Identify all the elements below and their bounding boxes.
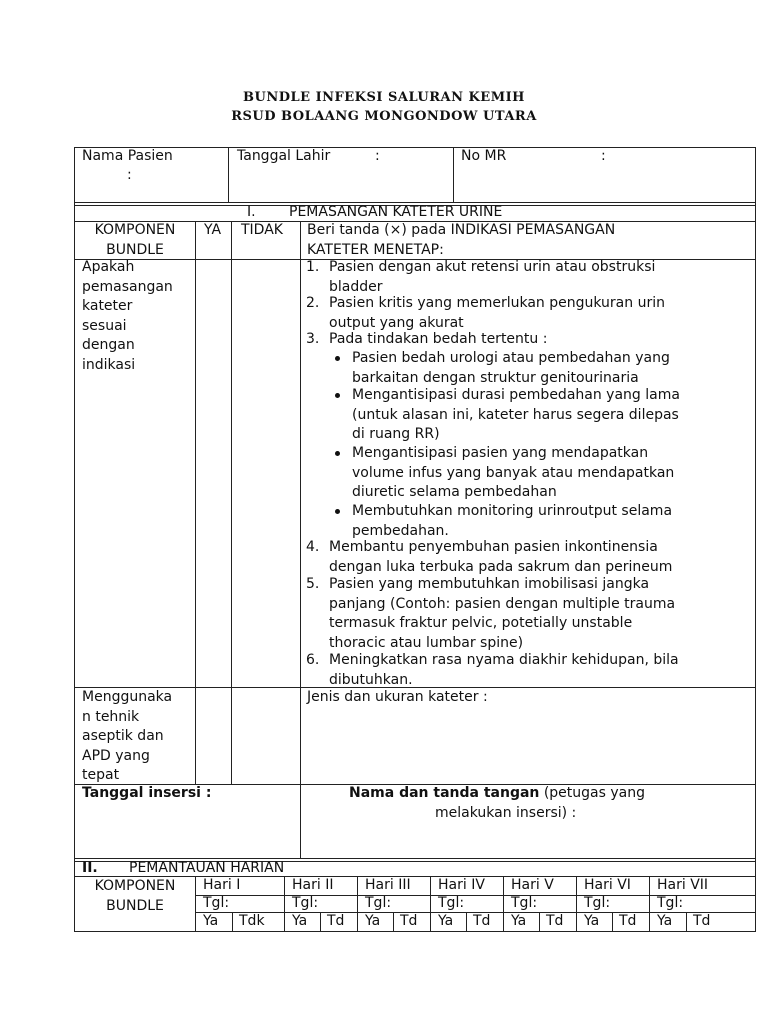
section-1-title: PEMASANGAN KATETER URINE <box>289 204 503 220</box>
row-indication-label: Apakah pemasangan kateter sesuai dengan indikasi <box>82 259 173 373</box>
day-4-header: Hari IV <box>438 877 485 893</box>
surgical-indication-item: Membutuhkan monitoring urinroutput selama pembedahan. <box>352 503 673 539</box>
day-1-no-cell[interactable]: Tdk <box>239 913 265 929</box>
day-5-date-field[interactable]: Tgl: <box>511 895 538 911</box>
day-2-header: Hari II <box>292 877 334 893</box>
birth-date-field[interactable]: : <box>375 148 380 164</box>
surgical-indication-item: Pasien bedah urologi atau pembedahan yang barkaitan dengan struktur genitourinaria <box>352 350 670 386</box>
row-indication-yes-cell[interactable] <box>196 260 231 687</box>
day-5-yes-cell[interactable]: Ya <box>511 913 527 929</box>
day-6-date-field[interactable]: Tgl: <box>584 895 611 911</box>
day-3-date-field[interactable]: Tgl: <box>365 895 392 911</box>
day-7-header: Hari VII <box>657 877 709 893</box>
section-1-number: I. <box>247 204 256 220</box>
indication-instruction: Beri tanda (×) pada INDIKASI PEMASANGAN KATETER MENETAP: <box>307 222 616 258</box>
indication-number: 3. <box>306 331 320 347</box>
day-2-no-cell[interactable]: Td <box>327 913 345 929</box>
signature-label-cont: melakukan insersi) : <box>435 805 577 821</box>
day-5-header: Hari V <box>511 877 554 893</box>
bullet-icon <box>335 451 340 456</box>
patient-name-label: Nama Pasien <box>82 148 173 164</box>
bullet-icon <box>335 509 340 514</box>
mr-number-label: No MR <box>461 148 507 164</box>
indication-item: Pasien yang membutuhkan imobilisasi jangka panjang (Contoh: pasien dengan multiple trauma termasuk fraktur pelvic, potetially unstable thoracic atau lumbar spine) <box>329 576 676 651</box>
indication-item: Pasien dengan akut retensi urin atau obstruksi bladder <box>329 259 656 295</box>
day-7-date-field[interactable]: Tgl: <box>657 895 684 911</box>
indication-number: 2. <box>306 295 320 311</box>
insertion-date-field[interactable] <box>75 805 300 858</box>
day-6-no-cell[interactable]: Td <box>619 913 637 929</box>
day-6-header: Hari VI <box>584 877 631 893</box>
day-7-yes-cell[interactable]: Ya <box>657 913 673 929</box>
indication-item: Pasien kritis yang memerlukan pengukuran urin output yang akurat <box>329 295 665 331</box>
indication-item: Pada tindakan bedah tertentu : <box>329 331 548 347</box>
indication-number: 4. <box>306 539 320 555</box>
row-aseptic-no-cell[interactable] <box>232 688 300 784</box>
day-4-yes-cell[interactable]: Ya <box>438 913 454 929</box>
no-header: TIDAK <box>241 222 283 238</box>
row-aseptic-yes-cell[interactable] <box>196 688 231 784</box>
signature-label: Nama dan tanda tangan (petugas yang <box>349 785 645 801</box>
indication-number: 1. <box>306 259 320 275</box>
day-4-no-cell[interactable]: Td <box>473 913 491 929</box>
section-2-number: II. <box>82 860 98 876</box>
day-6-yes-cell[interactable]: Ya <box>584 913 600 929</box>
bullet-icon <box>335 393 340 398</box>
birth-date-label: Tanggal Lahir <box>237 148 331 164</box>
surgical-indication-item: Mengantisipasi pasien yang mendapatkan volume infus yang banyak atau mendapatkan diuretic selama pembedahan <box>352 445 675 500</box>
day-2-date-field[interactable]: Tgl: <box>292 895 319 911</box>
row-aseptic-label: Menggunaka n tehnik aseptik dan APD yang tepat <box>82 689 173 783</box>
signature-field[interactable] <box>301 825 755 858</box>
day-7-no-cell[interactable]: Td <box>693 913 711 929</box>
section-2-title: PEMANTAUAN HARIAN <box>129 860 285 876</box>
day-1-header: Hari I <box>203 877 241 893</box>
insertion-date-label: Tanggal insersi : <box>82 785 212 801</box>
component-header: KOMPONEN BUNDLE <box>94 222 176 258</box>
indication-number: 6. <box>306 652 320 668</box>
day-2-yes-cell[interactable]: Ya <box>292 913 308 929</box>
mr-number-field[interactable]: : <box>601 148 606 164</box>
indication-number: 5. <box>306 576 320 592</box>
indication-item: Meningkatkan rasa nyama diakhir kehidupan, bila dibutuhkan. <box>329 652 679 688</box>
surgical-indication-item: Mengantisipasi durasi pembedahan yang lama (untuk alasan ini, kateter harus segera dilepas di ruang RR) <box>352 387 680 442</box>
day-3-yes-cell[interactable]: Ya <box>365 913 381 929</box>
document-title: BUNDLE INFEKSI SALURAN KEMIH <box>243 90 525 105</box>
day-5-no-cell[interactable]: Td <box>546 913 564 929</box>
bullet-icon <box>335 356 340 361</box>
day-1-date-field[interactable]: Tgl: <box>203 895 230 911</box>
day-1-yes-cell[interactable]: Ya <box>203 913 219 929</box>
hospital-name: RSUD BOLAANG MONGONDOW UTARA <box>231 109 537 124</box>
row-indication-no-cell[interactable] <box>232 260 300 687</box>
catheter-type-size-field[interactable]: Jenis dan ukuran kateter : <box>307 689 488 705</box>
indication-item: Membantu penyembuhan pasien inkontinensia dengan luka terbuka pada sakrum dan perineum <box>329 539 673 575</box>
day-3-header: Hari III <box>365 877 411 893</box>
yes-header: YA <box>204 222 222 238</box>
day-3-no-cell[interactable]: Td <box>400 913 418 929</box>
day-4-date-field[interactable]: Tgl: <box>438 895 465 911</box>
patient-name-field[interactable]: : <box>127 167 132 183</box>
component-header: KOMPONEN BUNDLE <box>94 878 176 914</box>
